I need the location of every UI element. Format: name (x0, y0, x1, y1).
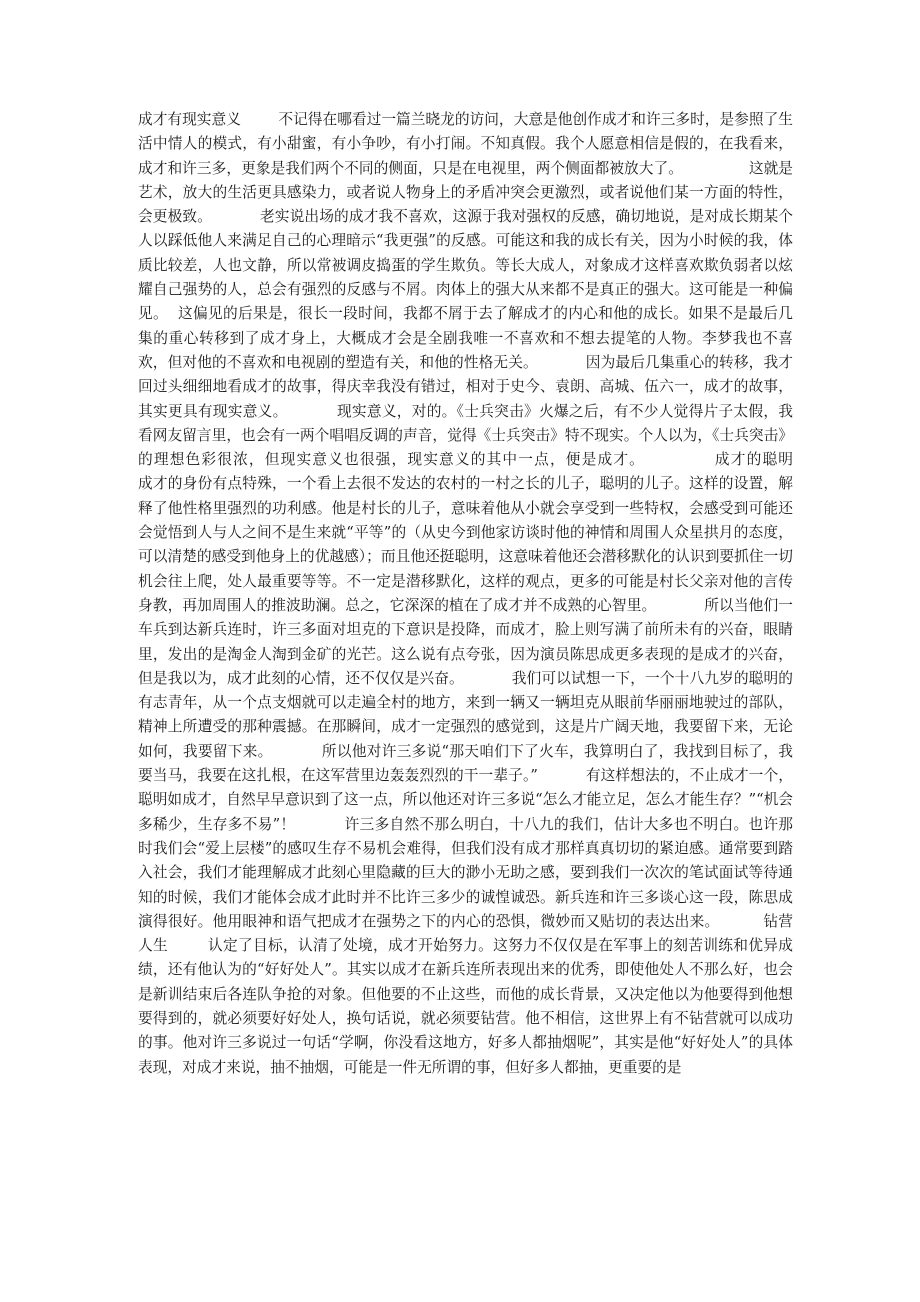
article-body (138, 108, 840, 1080)
paragraph-1: 不记得在哪看过一篇兰晓龙的访问，大意是他创作成才和许三多时，是参照了生活中情人的模式，有小甜蜜，有小争吵，有小打闹。不知真假。我个人愿意相信是假的，在我看来，成才和许三多，更象是我们两个不同的侧面，只是在电视里，两个侧面都被放大了。 这就是艺术，放大的生活更具感染力，或者说人物身上的矛盾冲突会更激烈，或者说他们某一方面的特性，会更极致。 老实说出场的成才我不喜欢，这源于我对强权的反感，确切地说，是对成长期某个人以踩低他人来满足自己的心理暗示“我更强”的反感。可能这和我的成长有关，因为小时候的我，体质比较差，人也文静，所以常被调皮捣蛋的学生欺负。等长大成人，对象成才这样喜欢欺负弱者以炫耀自己强势的人，总会有强烈的反感与不屑。肉体上的强大从来都不是真正的强大。这可能是一种偏见。 这偏见的后果是，很长一段时间，我都不屑于去了解成才的内心和他的成长。如果不是最后几集的重心转移到了成才身上，大概成才会是全剧我唯一不喜欢和不想去提笔的人物。李梦我也不喜欢，但对他的不喜欢和电视剧的塑造有关，和他的性格无关。 因为最后几集重心的转移，我才回过头细细地看成才的故事，得庆幸我没有错过，相对于史今、袁朗、高城、伍六一，成才的故事，其实更具有现实意义。 现实意义，对的。《士兵突击》火爆之后，有不少人觉得片子太假，我看网友留言里，也会有一两个唱唱反调的声音，觉得《士兵突击》特不现实。个人以为，《士兵突击》的理想色彩很浓，但现实意义也很强，现实意义的其中一点，便是成才。 (138, 111, 793, 469)
paragraph-3: 认定了目标，认清了处境，成才开始努力。这努力不仅仅是在军事上的刻苦训练和优异成绩，还有他认为的“好好处人”。其实以成才在新兵连所表现出来的优秀，即使他处人不那么好，也会是新训结束后各连队争抢的对象。但他要的不止这些，而他的成长背景，又决定他以为他要得到他想要得到的，就必须要好好处人，换句话说，就必须要钻营。他不相信，这世界上有不钻营就可以成功的事。他对许三多说过一句话“学啊，你没看这地方，好多人都抽烟呢”，其实是他“好好处人”的具体表现，对成才来说，抽不抽烟，可能是一件无所谓的事，但好多人都抽，更重要的是 (138, 937, 793, 1076)
section-heading-careerism: 钻营人生 (138, 912, 793, 955)
section-heading-cleverness: 成才的聪明 (714, 451, 793, 469)
article-title: 成才有现实意义 (138, 111, 241, 128)
paragraph-2: 成才的身份有点特殊，一个看上去很不发达的农村的一村之长的儿子，聪明的儿子。这样的设置，解释了他性格里强烈的功利感。他是村长的儿子，意味着他从小就会享受到一些特权，会感受到可能还会觉悟到人与人之间不是生来就“平等”的（从史今到他家访谈时他的神情和周围人众星拱月的态度，可以清楚的感受到他身上的优越感）；而且他还挺聪明，这意味着他还会潜移默化的认识到要抓住一切机会往上爬，处人最重要等等。不一定是潜移默化，这样的观点，更多的可能是村长父亲对他的言传身教，再加周围人的推波助澜。总之，它深深的植在了成才并不成熟的心智里。 所以当他们一车兵到达新兵连时，许三多面对坦克的下意识是投降，而成才，脸上则写满了前所未有的兴奋，眼睛里，发出的是淘金人淘到金矿的光芒。这么说有点夸张，因为演员陈思成更多表现的是成才的兴奋，但是我以为，成才此刻的心情，还不仅仅是兴奋。 我们可以试想一下，一个十八九岁的聪明的有志青年，从一个点支烟就可以走遍全村的地方，来到一辆又一辆坦克从眼前华丽丽地驶过的部队，精神上所遭受的那种震撼。在那瞬间，成才一定强烈的感觉到，这是片广阔天地，我要留下来，无论如何，我要留下来。 所以他对许三多说“那天咱们下了火车，我算明白了，我找到目标了，我要当马，我要在这扎根，在这军营里边轰轰烈烈的干一辈子。” 有这样想法的，不止成才一个，聪明如成才，自然早早意识到了这一点，所以他还对许三多说“怎么才能立足，怎么才能生存？”“机会多稀少，生存多不易”！ 许三多自然不那么明白，十八九的我们，估计大多也不明白。也许那时我们会“爱上层楼”的感叹生存不易机会难得，但我们没有成才那样真真切切的紧迫感。通常要到踏入社会，我们才能理解成才此刻心里隐藏的巨大的渺小无助之感，要到我们一次次的笔试面试等待通知的时候，我们才能体会成才此时并不比许三多少的诚惶诚恐。新兵连和许三多谈心这一段，陈思成演得很好。他用眼神和语气把成才在强势之下的内心的恐惧，微妙而又贴切的表达出来。 (138, 451, 840, 930)
